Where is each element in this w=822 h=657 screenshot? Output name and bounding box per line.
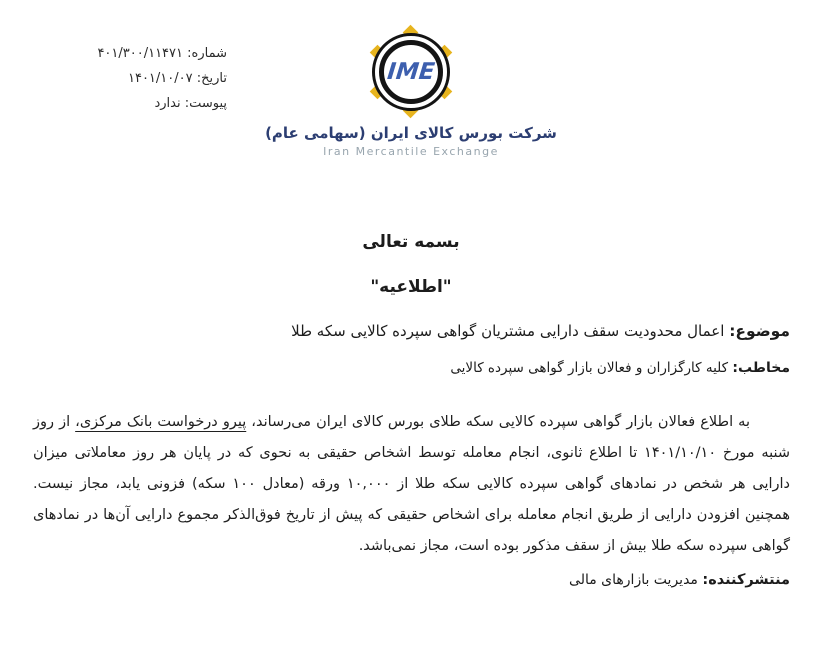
letterhead-logo-block	[0, 30, 822, 158]
body-text-part2: از روز شنبه مورخ ۱۴۰۱/۱۰/۱۰ تا اطلاع ثانوی، انجام معامله توسط اشخاص حقیقی به نحوی که در پایان هر روز معاملاتی میزان دارایی هر شخص در نمادهای گواهی سپرده کالایی سکه طلا از ۱۰,۰۰۰ ورقه (معادل ۱۰۰ سکه) فزونی یابد، مجاز نیست. همچنین افزودن دارایی از طریق انجام معامله برای اشخاص حقیقی که پیش از تاریخ فوق‌الذکر مجموع دارایی آن‌ها در نمادهای گواهی سپرده سکه طلا بیش از سقف مذکور بوده است، مجاز نمی‌باشد.	[33, 413, 790, 554]
org-name-fa: شرکت بورس کالای ایران (سهامی عام)	[265, 124, 557, 142]
letter-date-label: تاریخ:	[196, 71, 227, 86]
audience-line	[35, 360, 790, 376]
subject-line	[35, 322, 790, 340]
ime-monogram: IME	[386, 59, 436, 85]
letter-number-label: شماره:	[187, 46, 227, 61]
ime-logo	[369, 30, 453, 114]
basmala-title: بسمه تعالی	[362, 232, 460, 252]
audience-label: مخاطب:	[732, 360, 790, 376]
publisher-text: مدیریت بازارهای مالی	[569, 572, 698, 588]
publisher-label: منتشرکننده:	[702, 572, 790, 588]
body-text-part1: به اطلاع فعالان بازار گواهی سپرده کالایی سکه طلای بورس کالای ایران می‌رساند،	[246, 413, 750, 430]
notice-title: "اطلاعیه"	[370, 277, 452, 297]
letter-number-value: ۴۰۱/۳۰۰/۱۱۴۷۱	[97, 46, 184, 61]
underlined-phrase: پیرو درخواست بانک مرکزی،	[75, 413, 247, 430]
body-paragraph	[33, 407, 790, 562]
org-name-en: Iran Mercantile Exchange	[323, 145, 499, 158]
letter-attachment-value: ندارد	[154, 96, 181, 111]
letter-date-value: ۱۴۰۱/۱۰/۰۷	[127, 71, 193, 86]
subject-text: اعمال محدودیت سقف دارایی مشتریان گواهی سپرده کالایی سکه طلا	[291, 322, 725, 340]
publisher-line	[35, 572, 790, 588]
letter-attachment-label: پیوست:	[184, 96, 227, 111]
audience-text: کلیه کارگزاران و فعالان بازار گواهی سپرده کالایی	[450, 360, 729, 376]
subject-label: موضوع:	[729, 322, 790, 340]
